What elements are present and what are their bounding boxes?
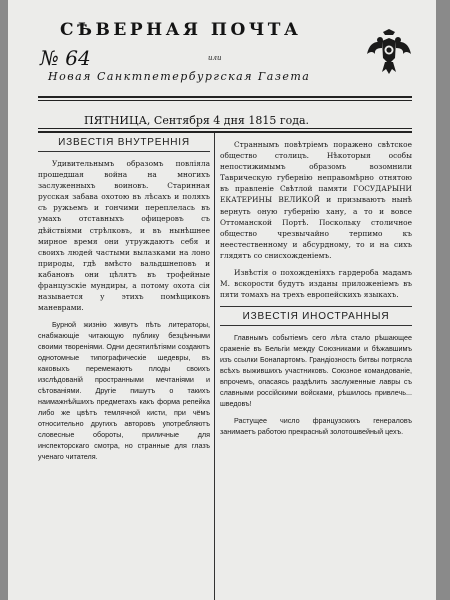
left-column [38,133,210,468]
masthead-rule-thick [38,96,412,98]
article-paragraph: Извѣстія о похожденіяхъ гардероба мадамъ М. вскорости будутъ изданы приложеніемъ въ пяти томахъ на трехъ европейскихъ языкахъ. [220,268,412,300]
article-paragraph: Страннымъ повѣтріемъ поражено свѣтское общество столицъ. Нѣкоторыя особы непостижимымъ образомъ возомнили Таврическую губернію неправомѣрно отнятою въ правленіе Свѣтлой памяти ГОСУДАРЫНИ ЕКАТЕРИНЫ ВЕЛИКОЙ и призываютъ нынѣ вернуть оную губернію хану, а то и вовсе Оттоманской Портѣ. Поскольку столичное общество чрезвычайно терпимо къ неестественному и абсурдному, то и на сихъ глядятъ со снисхожденіемъ. [220,140,412,260]
column-divider [214,133,215,600]
article-paragraph: Удивительнымъ образомъ повліяла прошедшая война на многихъ заслуженныхъ воиновъ. Старинная русская забава охотою въ лѣсахъ и поляхъ съ ружьемъ и гончими переплелась въ умахъ отставныхъ офицеровъ съ дѣйствіями стрѣлковъ, и въ нынѣшнее мирное время они утруждаютъ себя и своихъ людей частыми вылазками на лоно природы, гдѣ вмѣсто вальдшнеповъ и кабановъ они цѣлятъ въ трофейные французскіе мундиры, а потому охота сія называется у этихъ помѣщиковъ маневрами. [38,159,210,313]
newspaper-subtitle: Новая Санктпетербургская Газета [48,70,311,83]
newspaper-page [8,0,436,600]
double-headed-eagle-icon [366,28,412,76]
newspaper-title: СѢВЕРНАЯ ПОЧТА [60,20,302,40]
section-title-foreign: ИЗВЕСТІЯ ИНОСТРАННЫЯ [220,306,412,326]
dateline-rule-thin [38,128,412,129]
dateline: ПЯТНИЦА, Сентября 4 дня 1815 года. [84,114,310,127]
article-paragraph: Бурной жизнію живутъ пѣть литераторы, снабжающіе читающую публику безцѣнными своими твореніями. Одни десятилѣтіями создаютъ однотомные типографическіе шедевры, въ каковыхъ перемежаютъ плоды своихъ изслѣдованій пространными мечтаніями и сѣтованіями. Другіе пишутъ о такихъ наимажнѣйшихъ предметахъ какъ форма репейка либо же цвѣтъ темлячной кисти, при чёмъ относительно другихъ авторовъ употребляютъ словесные обороты, приличные для инспекторскаго смотра, но странные для глазъ ученаго читателя. [38,320,210,462]
or-word: или [208,54,222,62]
article-paragraph: Главнымъ событіемъ сего лѣта стало рѣшающее сраженіе въ Бельгіи между Союзниками и бѣжавшимъ изъ ссылки Бонапартомъ. Грандіозность битвы потрясла всѣхъ выжившихъ участниковъ. Союзное командованіе, впрочемъ, опасаясь раздѣлить заслуженные лавры съ славными россійскими войсками, рѣшилось привлечь... шведовъ! [220,333,412,409]
issue-number: № 64 [40,46,91,70]
masthead-rule-thin [38,100,412,101]
article-paragraph: Растущее число французскихъ генераловъ занимаетъ работою прекрасный золотошвейный цехъ. [220,416,412,437]
section-title-domestic: ИЗВЕСТІЯ ВНУТРЕННІЯ [38,133,210,152]
right-column [220,133,412,443]
